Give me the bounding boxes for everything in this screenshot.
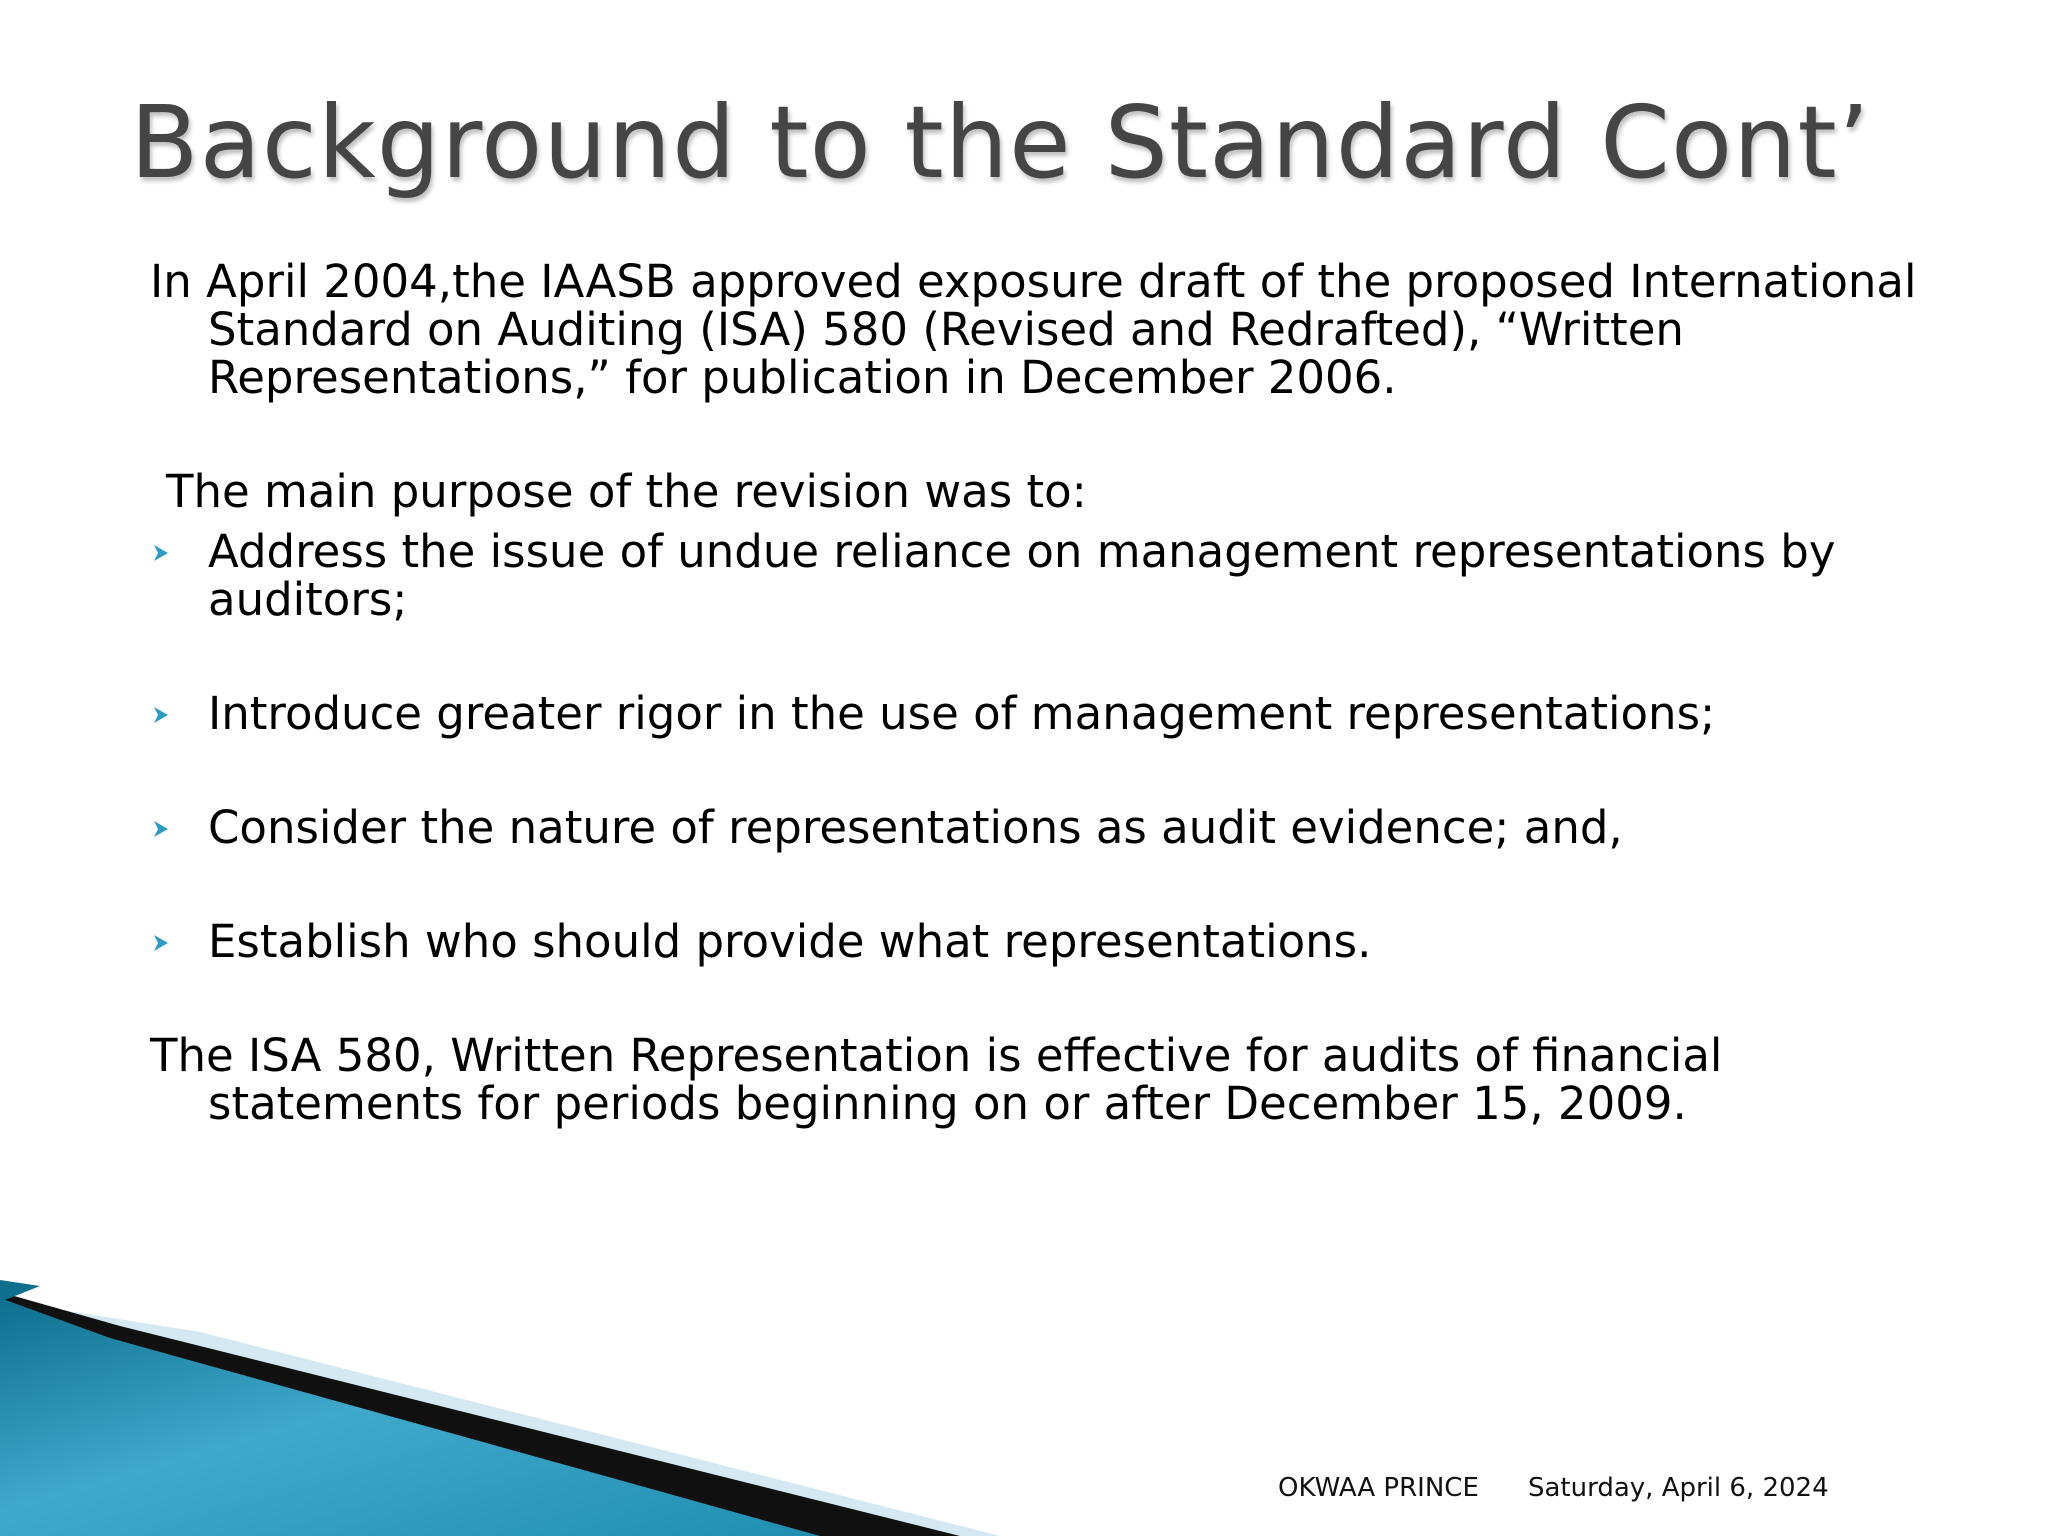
list-item-text: Introduce greater rigor in the use of management representations; [208,687,1716,740]
effective-paragraph: The ISA 580, Written Representation is effective for audits of financial statements for periods beginning on or after December 15, 2009. [150,1029,1723,1130]
footer-date: Saturday, April 6, 2024 [1528,1473,1829,1503]
slide-body [150,255,1970,1130]
list-item [150,525,1970,626]
arrow-bullet-icon [152,544,170,562]
corner-swoosh-decoration [0,1280,1000,1536]
arrow-bullet-icon [152,934,170,952]
list-item-text: Establish who should provide what representations. [208,915,1372,968]
arrow-bullet-icon [152,706,170,724]
list-item [150,687,1970,740]
list-item [150,801,1970,854]
intro-paragraph: In April 2004,the IAASB approved exposure draft of the proposed International Standard on Auditing (ISA) 580 (Revised and Redrafted), “Written Representations,” for publication in December 2006. [150,255,1917,404]
list-item-text: Address the issue of undue reliance on management representations by auditors; [208,525,1836,626]
purpose-lead: The main purpose of the revision was to: [166,465,1087,518]
list-item [150,915,1970,968]
list-item-text: Consider the nature of representations as audit evidence; and, [208,801,1623,854]
arrow-bullet-icon [152,820,170,838]
purpose-list [150,525,1970,968]
footer-author: OKWAA PRINCE [1278,1473,1479,1503]
slide-title: Background to the Standard Cont’ [130,84,1871,201]
